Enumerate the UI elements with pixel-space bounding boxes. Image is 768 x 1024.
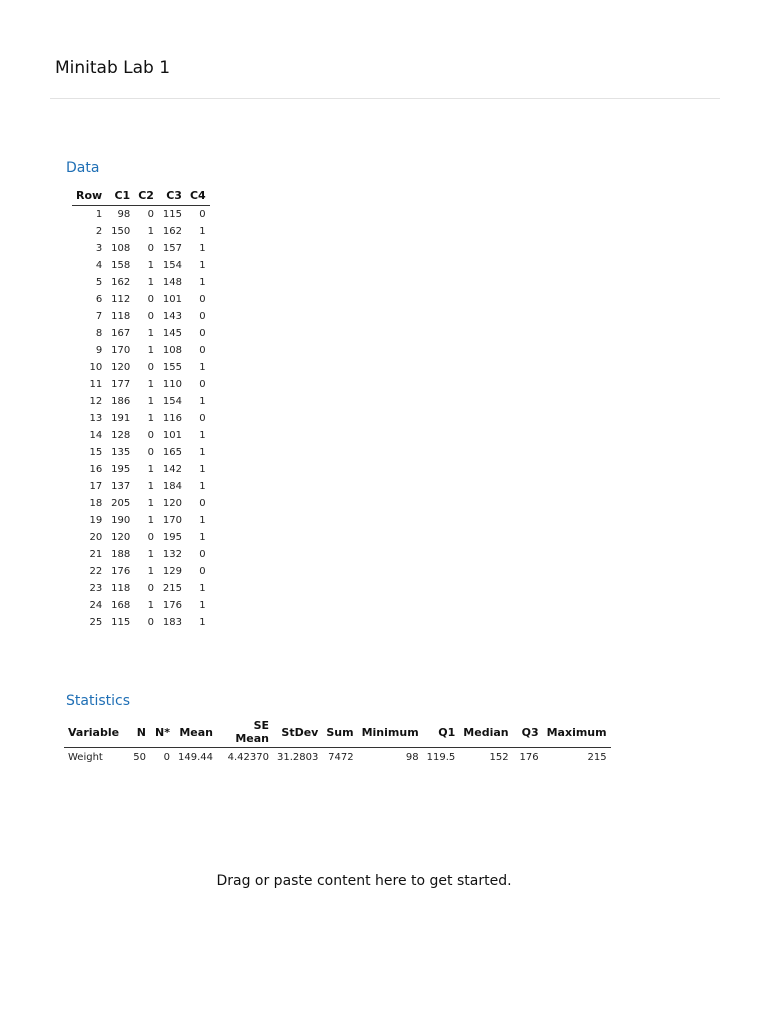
stat-cell-median: 152 xyxy=(489,751,509,763)
stat-cell-mean: 149.44 xyxy=(178,751,213,763)
stat-header-stdev: StDev xyxy=(273,719,322,748)
cell-c1: 167 xyxy=(111,328,131,339)
cell-c2: 0 xyxy=(147,209,154,220)
table-row xyxy=(72,240,210,257)
cell-c4: 1 xyxy=(199,464,206,475)
cell-c4: 0 xyxy=(199,294,206,305)
cell-c4: 0 xyxy=(199,311,206,322)
cell-c1: 177 xyxy=(111,379,131,390)
cell-c2: 0 xyxy=(147,617,154,628)
cell-c1: 170 xyxy=(111,345,131,356)
table-row xyxy=(72,257,210,274)
cell-c1: 195 xyxy=(111,464,131,475)
cell-c4: 1 xyxy=(199,481,206,492)
table-row xyxy=(72,223,210,240)
cell-c3: 132 xyxy=(162,549,182,560)
cell-row: 24 xyxy=(89,600,103,611)
statistics-table xyxy=(64,719,611,766)
stat-cell-variable: Weight xyxy=(68,751,103,763)
cell-c4: 0 xyxy=(199,209,206,220)
stat-header-se-mean: SE Mean xyxy=(217,719,273,748)
cell-c2: 1 xyxy=(147,464,154,475)
data-table xyxy=(72,188,210,631)
stat-header-n-missing: N* xyxy=(150,719,174,748)
table-row xyxy=(72,512,210,529)
cell-row: 9 xyxy=(95,345,103,356)
stat-cell-n: 50 xyxy=(133,751,146,763)
statistics-row xyxy=(64,748,611,767)
stat-header-n: N xyxy=(128,719,150,748)
cell-c3: 170 xyxy=(162,515,182,526)
table-row xyxy=(72,376,210,393)
cell-c4: 1 xyxy=(199,226,206,237)
cell-c1: 168 xyxy=(111,600,131,611)
cell-c4: 0 xyxy=(199,413,206,424)
stat-header-sum: Sum xyxy=(322,719,357,748)
cell-c4: 1 xyxy=(199,430,206,441)
cell-c1: 150 xyxy=(111,226,131,237)
cell-c3: 120 xyxy=(162,498,182,509)
cell-c1: 120 xyxy=(111,532,131,543)
cell-c3: 110 xyxy=(162,379,182,390)
cell-row: 10 xyxy=(89,362,103,373)
statistics-header-row xyxy=(64,719,611,748)
cell-row: 20 xyxy=(89,532,103,543)
cell-c4: 0 xyxy=(199,566,206,577)
cell-c3: 183 xyxy=(162,617,182,628)
cell-c2: 1 xyxy=(147,413,154,424)
table-row xyxy=(72,597,210,614)
table-row xyxy=(72,325,210,342)
cell-c1: 112 xyxy=(111,294,131,305)
cell-c3: 116 xyxy=(162,413,182,424)
cell-c2: 1 xyxy=(147,379,154,390)
cell-c4: 1 xyxy=(199,515,206,526)
stat-header-median: Median xyxy=(459,719,512,748)
table-row xyxy=(72,580,210,597)
stat-cell-maximum: 215 xyxy=(587,751,607,763)
cell-row: 13 xyxy=(89,413,103,424)
table-row xyxy=(72,478,210,495)
cell-row: 15 xyxy=(89,447,103,458)
cell-c2: 1 xyxy=(147,566,154,577)
title-divider xyxy=(50,98,720,99)
cell-c4: 0 xyxy=(199,328,206,339)
table-row xyxy=(72,206,210,224)
cell-c1: 190 xyxy=(111,515,131,526)
table-row xyxy=(72,546,210,563)
cell-row: 6 xyxy=(95,294,103,305)
table-row xyxy=(72,444,210,461)
stat-header-q1: Q1 xyxy=(423,719,460,748)
cell-c3: 157 xyxy=(162,243,182,254)
cell-c4: 1 xyxy=(199,617,206,628)
cell-c2: 0 xyxy=(147,532,154,543)
cell-c3: 129 xyxy=(162,566,182,577)
cell-row: 21 xyxy=(89,549,103,560)
cell-c3: 145 xyxy=(162,328,182,339)
cell-c2: 0 xyxy=(147,362,154,373)
column-header-c2: C2 xyxy=(134,188,158,206)
cell-c1: 120 xyxy=(111,362,131,373)
cell-row: 4 xyxy=(95,260,103,271)
cell-c2: 0 xyxy=(147,294,154,305)
cell-c1: 115 xyxy=(111,617,131,628)
cell-c3: 215 xyxy=(162,583,182,594)
stat-header-mean: Mean xyxy=(174,719,217,748)
cell-row: 17 xyxy=(89,481,103,492)
cell-c1: 176 xyxy=(111,566,131,577)
cell-c4: 0 xyxy=(199,379,206,390)
page-title: Minitab Lab 1 xyxy=(55,58,171,78)
cell-c4: 1 xyxy=(199,447,206,458)
cell-c2: 1 xyxy=(147,600,154,611)
cell-c1: 98 xyxy=(117,209,131,220)
cell-c3: 101 xyxy=(162,430,182,441)
cell-c2: 1 xyxy=(147,498,154,509)
column-header-c1: C1 xyxy=(106,188,134,206)
cell-c4: 1 xyxy=(199,243,206,254)
cell-row: 7 xyxy=(95,311,103,322)
cell-c4: 0 xyxy=(199,345,206,356)
cell-row: 14 xyxy=(89,430,103,441)
table-row xyxy=(72,410,210,427)
cell-row: 12 xyxy=(89,396,103,407)
column-header-c4: C4 xyxy=(186,188,210,206)
cell-row: 2 xyxy=(95,226,103,237)
cell-c2: 1 xyxy=(147,260,154,271)
cell-c3: 154 xyxy=(162,396,182,407)
cell-c1: 162 xyxy=(111,277,131,288)
cell-row: 3 xyxy=(95,243,103,254)
cell-c4: 1 xyxy=(199,532,206,543)
cell-row: 8 xyxy=(95,328,103,339)
cell-row: 22 xyxy=(89,566,103,577)
stat-header-minimum: Minimum xyxy=(358,719,423,748)
cell-c2: 1 xyxy=(147,226,154,237)
column-header-c3: C3 xyxy=(158,188,186,206)
cell-row: 16 xyxy=(89,464,103,475)
table-row xyxy=(72,274,210,291)
cell-row: 23 xyxy=(89,583,103,594)
cell-c2: 0 xyxy=(147,430,154,441)
cell-c3: 184 xyxy=(162,481,182,492)
stat-cell-se-mean: 4.42370 xyxy=(227,751,269,763)
cell-c1: 205 xyxy=(111,498,131,509)
cell-c4: 0 xyxy=(199,498,206,509)
stat-cell-stdev: 31.2803 xyxy=(277,751,319,763)
cell-c2: 1 xyxy=(147,345,154,356)
cell-c3: 143 xyxy=(162,311,182,322)
stat-cell-n-missing: 0 xyxy=(163,751,170,763)
cell-c2: 1 xyxy=(147,277,154,288)
cell-row: 5 xyxy=(95,277,103,288)
cell-c1: 186 xyxy=(111,396,131,407)
column-header-row: Row xyxy=(72,188,106,206)
cell-c4: 1 xyxy=(199,260,206,271)
cell-c3: 142 xyxy=(162,464,182,475)
table-row xyxy=(72,393,210,410)
cell-c1: 118 xyxy=(111,583,131,594)
cell-c2: 0 xyxy=(147,583,154,594)
cell-c3: 154 xyxy=(162,260,182,271)
cell-c3: 176 xyxy=(162,600,182,611)
cell-c2: 0 xyxy=(147,243,154,254)
cell-c3: 195 xyxy=(162,532,182,543)
cell-row: 1 xyxy=(95,209,103,220)
cell-c2: 0 xyxy=(147,447,154,458)
cell-c3: 108 xyxy=(162,345,182,356)
table-row xyxy=(72,308,210,325)
cell-c1: 118 xyxy=(111,311,131,322)
cell-row: 11 xyxy=(89,379,103,390)
cell-c2: 1 xyxy=(147,396,154,407)
table-row xyxy=(72,614,210,631)
cell-c4: 1 xyxy=(199,600,206,611)
cell-c1: 191 xyxy=(111,413,131,424)
cell-c1: 188 xyxy=(111,549,131,560)
cell-c3: 162 xyxy=(162,226,182,237)
stat-header-maximum: Maximum xyxy=(543,719,611,748)
cell-c1: 137 xyxy=(111,481,131,492)
cell-c3: 101 xyxy=(162,294,182,305)
cell-c2: 0 xyxy=(147,311,154,322)
stat-header-q3: Q3 xyxy=(513,719,543,748)
cell-c2: 1 xyxy=(147,328,154,339)
stat-cell-q3: 176 xyxy=(519,751,539,763)
stat-cell-sum: 7472 xyxy=(328,751,354,763)
cell-row: 19 xyxy=(89,515,103,526)
cell-c4: 1 xyxy=(199,277,206,288)
table-row xyxy=(72,563,210,580)
cell-c1: 135 xyxy=(111,447,131,458)
data-table-header-row xyxy=(72,188,210,206)
table-row xyxy=(72,495,210,512)
cell-c3: 148 xyxy=(162,277,182,288)
cell-c4: 1 xyxy=(199,583,206,594)
cell-c3: 155 xyxy=(162,362,182,373)
cell-c2: 1 xyxy=(147,549,154,560)
cell-c2: 1 xyxy=(147,515,154,526)
cell-c1: 128 xyxy=(111,430,131,441)
cell-c3: 165 xyxy=(162,447,182,458)
table-row xyxy=(72,427,210,444)
table-row xyxy=(72,359,210,376)
stat-header-variable: Variable xyxy=(64,719,128,748)
stat-cell-minimum: 98 xyxy=(405,751,419,763)
table-row xyxy=(72,342,210,359)
stat-cell-q1: 119.5 xyxy=(426,751,456,763)
cell-c4: 0 xyxy=(199,549,206,560)
dropzone-prompt[interactable]: Drag or paste content here to get started. xyxy=(216,873,512,889)
cell-row: 25 xyxy=(89,617,103,628)
cell-c4: 1 xyxy=(199,362,206,373)
cell-c1: 158 xyxy=(111,260,131,271)
table-row xyxy=(72,461,210,478)
cell-c2: 1 xyxy=(147,481,154,492)
cell-c4: 1 xyxy=(199,396,206,407)
data-section-heading: Data xyxy=(66,160,100,176)
cell-row: 18 xyxy=(89,498,103,509)
table-row xyxy=(72,529,210,546)
table-row xyxy=(72,291,210,308)
cell-c3: 115 xyxy=(162,209,182,220)
statistics-section-heading: Statistics xyxy=(66,693,130,709)
cell-c1: 108 xyxy=(111,243,131,254)
